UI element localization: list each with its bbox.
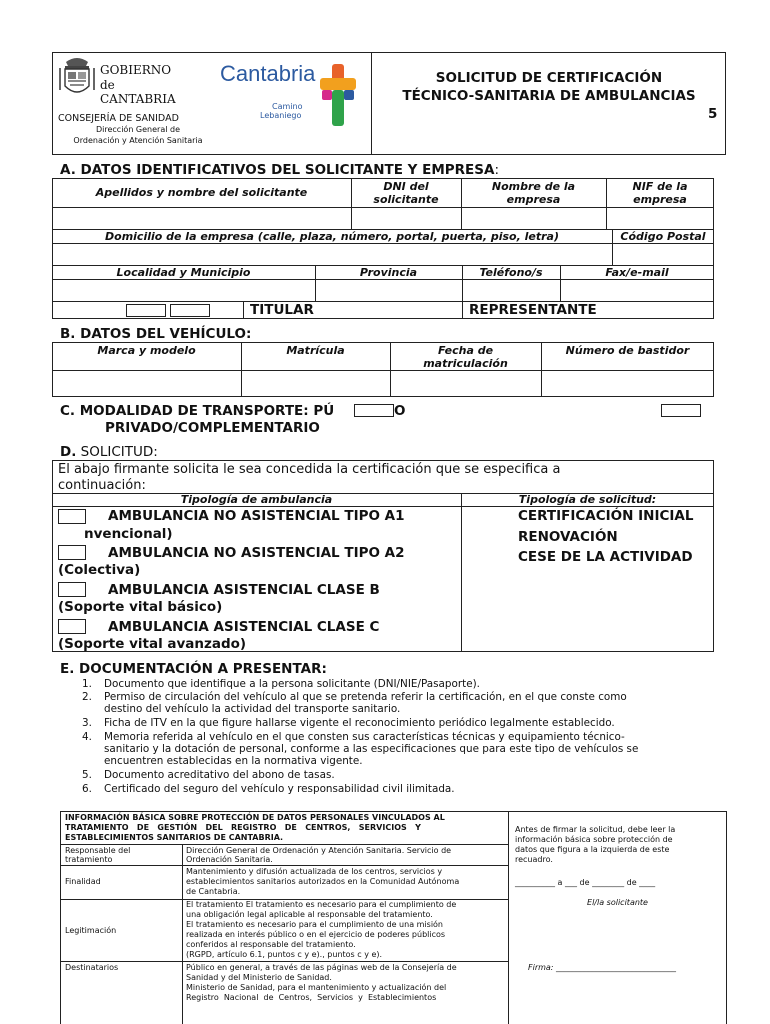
- privacy-text: Ordenación Sanitaria.: [186, 855, 273, 864]
- section-b-title: B. DATOS DEL VEHÍCULO:: [60, 326, 252, 342]
- brand-sub-line1: Camino: [272, 102, 303, 111]
- privacy-text: Mantenimiento y difusión actualizada de los centros, servicios y: [186, 867, 443, 876]
- doc-item-text: Certificado del seguro del vehículo y responsabilidad civil ilimitada.: [104, 783, 455, 795]
- amb-b-sub: (Soporte vital básico): [58, 599, 223, 615]
- privacy-label: Destinatarios: [65, 963, 119, 972]
- form-title-line2: TÉCNICO-SANITARIA DE AMBULANCIAS: [402, 88, 696, 104]
- firma-line[interactable]: Firma: ______________________________: [528, 963, 677, 972]
- section-c-privado: PRIVADO/COMPLEMENTARIO: [105, 420, 320, 436]
- representante-label: REPRESENTANTE: [469, 302, 597, 318]
- privacy-label: Finalidad: [65, 877, 101, 886]
- form-title-line1: SOLICITUD DE CERTIFICACIÓN: [435, 70, 663, 86]
- doc-item-num: 6.: [82, 783, 92, 795]
- col-empresa-2: empresa: [506, 193, 561, 206]
- col-localidad: Localidad y Municipio: [116, 266, 251, 279]
- col-domicilio: Domicilio de la empresa (calle, plaza, número, portal, puerta, piso, letra): [105, 230, 559, 243]
- privacy-label: tratamiento: [65, 855, 113, 864]
- doc-item-num: 4.: [82, 731, 92, 743]
- privacy-title-3: ESTABLECIMIENTOS SANITARIOS DE CANTABRIA.: [65, 833, 284, 842]
- matricula-field[interactable]: [242, 371, 389, 396]
- col-fax: Fax/e-mail: [605, 266, 669, 279]
- col-bastidor: Número de bastidor: [565, 344, 690, 357]
- col-apellidos: Apellidos y nombre del solicitante: [95, 186, 308, 199]
- dni-field[interactable]: [352, 208, 460, 228]
- col-codigo-postal: Código Postal: [620, 230, 706, 243]
- localidad-field[interactable]: [53, 280, 314, 301]
- doc-item-text: destino del vehículo la actividad del transporte sanitario.: [104, 703, 401, 715]
- privacy-text: Registro Nacional de Centros, Servicios y Establecimientos: [186, 993, 437, 1002]
- doc-item-num: 1.: [82, 678, 92, 690]
- gov-name-line1: GOBIERNO: [100, 63, 172, 77]
- col-telefono: Teléfono/s: [479, 266, 543, 279]
- amb-c-label: AMBULANCIA ASISTENCIAL CLASE C: [108, 619, 380, 635]
- brand-sub-line2: Lebaniego: [260, 111, 302, 120]
- doc-item-text: encuentren establecidas en la normativa vigente.: [104, 755, 363, 767]
- solicitud-intro-1: El abajo firmante solicita le sea concedida la certificación que se especifica a: [58, 462, 561, 477]
- privacy-text: El tratamiento es necesario para el cumplimiento de una misión: [186, 920, 444, 929]
- provincia-field[interactable]: [316, 280, 461, 301]
- camino-cross-icon: [318, 60, 358, 132]
- sign-note: recuadro.: [515, 855, 553, 864]
- privacy-text: Ministerio de Sanidad, para el mantenimiento y actualización del: [186, 983, 447, 992]
- col-provincia: Provincia: [359, 266, 418, 279]
- sign-note: información básica sobre protección de: [515, 835, 673, 844]
- amb-a1-checkbox[interactable]: [58, 509, 86, 524]
- privado-checkbox[interactable]: [661, 404, 701, 417]
- privacy-text: Sanidad y del Ministerio de Sanidad.: [186, 973, 332, 982]
- amb-a1-sub: nvencional): [84, 526, 173, 542]
- bastidor-field[interactable]: [542, 371, 713, 396]
- privacy-text: establecimientos sanitarios autorizados en la Comunidad Autónoma: [186, 877, 460, 886]
- amb-c-checkbox[interactable]: [58, 619, 86, 634]
- sol-cese-actividad[interactable]: CESE DE LA ACTIVIDAD: [518, 549, 693, 565]
- col-tipologia-ambulancia: Tipología de ambulancia: [180, 493, 333, 506]
- doc-item-text: Memoria referida al vehículo en el que consten sus características técnicas y equipamiento técnico-: [104, 731, 625, 743]
- gov-name-line2: de: [100, 78, 115, 92]
- solicitud-intro-2: continuación:: [58, 478, 146, 493]
- section-e-title: E. DOCUMENTACIÓN A PRESENTAR:: [60, 661, 327, 677]
- privacy-text: realizada en interés público o en el ejercicio de poderes públicos: [186, 930, 446, 939]
- amb-a2-label: AMBULANCIA NO ASISTENCIAL TIPO A2: [108, 545, 405, 561]
- empresa-field[interactable]: [462, 208, 605, 228]
- section-d-title: D. SOLICITUD:: [60, 444, 158, 460]
- doc-item-text: Documento acreditativo del abono de tasas.: [104, 769, 335, 781]
- amb-a2-checkbox[interactable]: [58, 545, 86, 560]
- col-marca: Marca y modelo: [97, 344, 196, 357]
- section-c-title-end: O: [394, 403, 406, 419]
- privacy-text: El tratamiento El tratamiento es necesario para el cumplimiento de: [186, 900, 457, 909]
- page-number: 5: [708, 106, 718, 122]
- col-nif-1: NIF de la: [632, 180, 688, 193]
- date-line[interactable]: __________ a ___ de ________ de ____: [515, 878, 656, 887]
- sign-note: Antes de firmar la solicitud, debe leer la: [515, 825, 676, 834]
- section-c-title: C. MODALIDAD DE TRANSPORTE: PÚ: [60, 403, 335, 419]
- sol-renovacion[interactable]: RENOVACIÓN: [518, 529, 618, 545]
- representante-checkbox[interactable]: [170, 304, 210, 317]
- col-fecha-1: Fecha de: [437, 344, 494, 357]
- doc-item-text: Ficha de ITV en la que figure hallarse vigente el reconocimiento periódico legalmente establecido.: [104, 717, 615, 729]
- amb-a1-label: AMBULANCIA NO ASISTENCIAL TIPO A1: [108, 508, 405, 524]
- direccion-line2: Ordenación y Atención Sanitaria: [73, 136, 203, 145]
- fax-field[interactable]: [561, 280, 713, 301]
- doc-item-num: 3.: [82, 717, 92, 729]
- doc-item-text: sanitario y la dotación de personal, conforme a las especificaciones que para este tipo de vehículos se: [104, 743, 639, 755]
- fecha-field[interactable]: [391, 371, 540, 396]
- privacy-text: una obligación legal aplicable al responsable del tratamiento.: [186, 910, 433, 919]
- col-tipologia-solicitud: Tipología de solicitud:: [518, 493, 657, 506]
- codigo-postal-field[interactable]: [613, 244, 713, 264]
- privacy-title-1: INFORMACIÓN BÁSICA SOBRE PROTECCIÓN DE DATOS PERSONALES VINCULADOS AL: [65, 813, 445, 822]
- marca-field[interactable]: [53, 371, 240, 396]
- amb-a2-sub: (Colectiva): [58, 562, 141, 578]
- publico-checkbox[interactable]: [354, 404, 394, 417]
- doc-item-text: Permiso de circulación del vehículo al que se pretenda referir la certificación, en el que conste como: [104, 691, 627, 703]
- gov-name-line3: CANTABRIA: [100, 92, 176, 106]
- sign-note: datos que figura a la izquierda de este: [515, 845, 670, 854]
- direccion-line1: Dirección General de: [95, 125, 180, 134]
- col-empresa-1: Nombre de la: [491, 180, 576, 193]
- amb-b-label: AMBULANCIA ASISTENCIAL CLASE B: [108, 582, 380, 598]
- col-matricula: Matrícula: [286, 344, 345, 357]
- doc-item-text: Documento que identifique a la persona solicitante (DNI/NIE/Pasaporte).: [104, 678, 480, 690]
- privacy-text: de Cantabria.: [186, 887, 241, 896]
- consejeria-label: CONSEJERÍA DE SANIDAD: [58, 113, 179, 124]
- amb-c-sub: (Soporte vital avanzado): [58, 636, 247, 652]
- doc-item-num: 5.: [82, 769, 92, 781]
- sol-certificacion-inicial[interactable]: CERTIFICACIÓN INICIAL: [518, 508, 694, 524]
- privacy-text: (RGPD, artículo 6.1, puntos c y e)., puntos c y e).: [186, 950, 383, 959]
- apellidos-field[interactable]: [53, 208, 350, 228]
- privacy-label: Responsable del: [65, 846, 131, 855]
- domicilio-field[interactable]: [53, 244, 611, 264]
- privacy-text: conferidos al responsable del tratamiento.: [186, 940, 356, 949]
- privacy-label: Legitimación: [65, 926, 117, 935]
- col-dni-1: DNI del: [383, 180, 429, 193]
- section-a-title: A. DATOS IDENTIFICATIVOS DEL SOLICITANTE Y EMPRESA:: [60, 162, 500, 178]
- coat-of-arms-icon: [58, 56, 96, 100]
- doc-item-num: 2.: [82, 691, 92, 703]
- nif-field[interactable]: [607, 208, 713, 228]
- titular-label: TITULAR: [250, 302, 314, 318]
- privacy-text: Público en general, a través de las páginas web de la Consejería de: [186, 963, 457, 972]
- col-nif-2: empresa: [633, 193, 687, 206]
- brand-logo-text: Cantabria: [220, 61, 316, 86]
- titular-checkbox[interactable]: [126, 304, 166, 317]
- privacy-text: Dirección General de Ordenación y Atención Sanitaria. Servicio de: [186, 846, 452, 855]
- telefono-field[interactable]: [463, 280, 559, 301]
- privacy-title-2: TRATAMIENTO DE GESTIÓN DEL REGISTRO DE CENTROS, SERVICIOS Y: [65, 823, 421, 832]
- solicitante-label: El/la solicitante: [587, 898, 648, 907]
- amb-b-checkbox[interactable]: [58, 582, 86, 597]
- col-fecha-2: matriculación: [423, 357, 508, 370]
- col-dni-2: solicitante: [373, 193, 439, 206]
